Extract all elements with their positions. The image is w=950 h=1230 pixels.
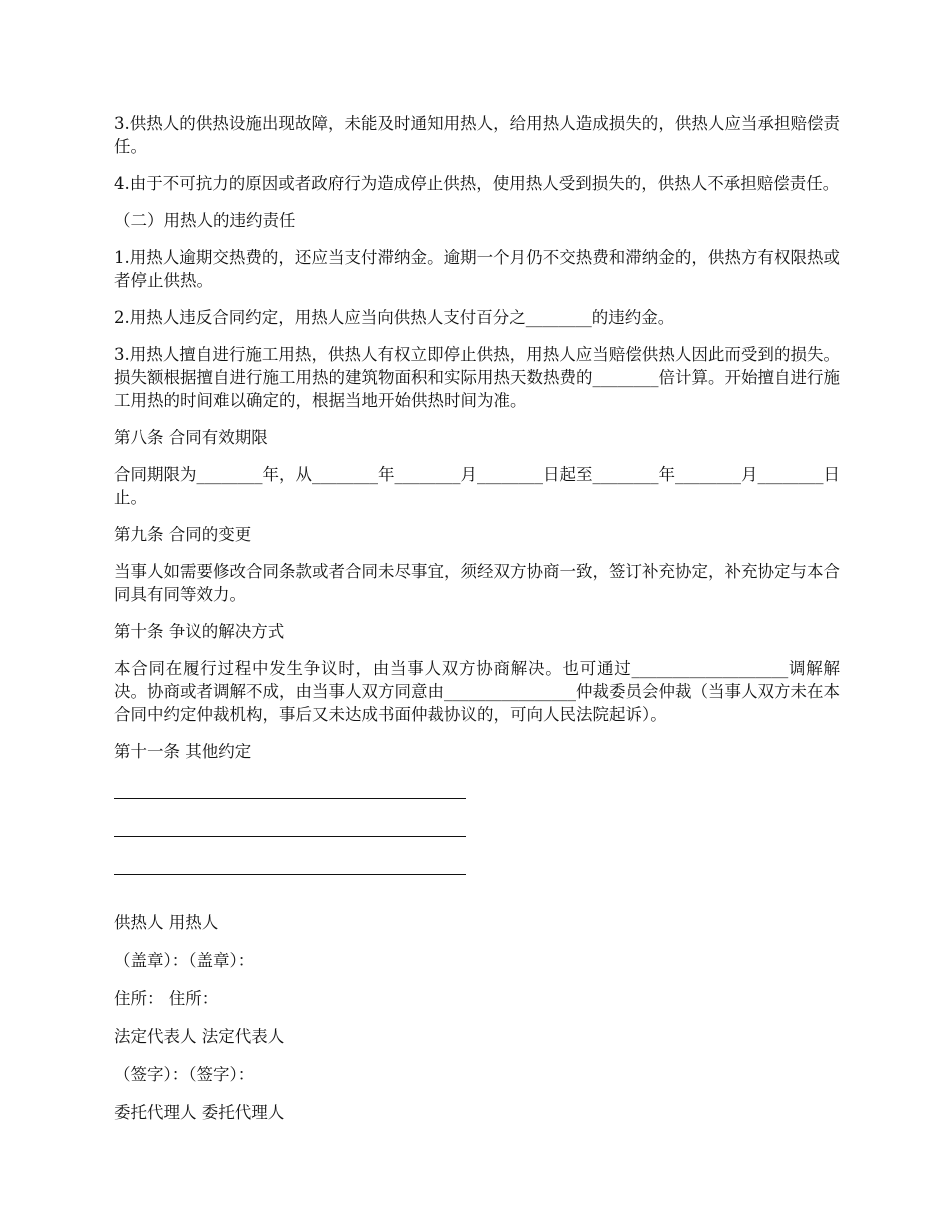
other-terms-blank-lines [114, 777, 840, 875]
article-8-heading: 第八条 合同有效期限 [114, 428, 268, 447]
contract-page [114, 112, 840, 1139]
signature-agent: 委托代理人 委托代理人 [114, 1103, 285, 1122]
signature-sign: （签字）：（签字）： [114, 1065, 255, 1084]
clause-unauthorized-construction-heating: 3.用热人擅自进行施工用热，供热人有权立即停止供热，用热人应当赔偿供热人因此而受到的损失。损失额根据擅自进行施工用热的建筑物面积和实际用热天数热费的________倍计算。开始擅自进行施工用热的时间难以确定的，根据当地开始供热时间为准。 [114, 345, 840, 410]
article-9-heading: 第九条 合同的变更 [114, 525, 252, 544]
clause-contract-term: 合同期限为________年，从________年________月________日起至________年________月________日止。 [114, 465, 840, 507]
article-11-heading: 第十一条 其他约定 [114, 742, 252, 761]
article-10-heading: 第十条 争议的解决方式 [114, 622, 285, 641]
blank-line [114, 797, 466, 799]
clause-late-payment: 1.用热人逾期交热费的，还应当支付滞纳金。逾期一个月仍不交热费和滞纳金的，供热方有权限热或者停止供热。 [114, 248, 840, 290]
signature-address: 住所： 住所： [114, 989, 219, 1008]
clause-contract-amendment: 当事人如需要修改合同条款或者合同未尽事宜，须经双方协商一致，签订补充协定，补充协定与本合同具有同等效力。 [114, 562, 840, 604]
blank-line [114, 835, 466, 837]
blank-line [114, 873, 466, 875]
signature-seal: （盖章）：（盖章）： [114, 951, 255, 970]
signature-legal-rep: 法定代表人 法定代表人 [114, 1027, 285, 1046]
clause-dispute-resolution: 本合同在履行过程中发生争议时，由当事人双方协商解决。也可通过___________________调解解决。协商或者调解不成，由当事人双方同意由________________仲裁委员会仲裁（当事人双方未在本合同中约定仲裁机构，事后又未达成书面仲裁协议的，可向人民法院起诉）。 [114, 659, 840, 724]
clause-breach-penalty: 2.用热人违反合同约定，用热人应当向供热人支付百分之________的违约金。 [114, 308, 675, 327]
clause-force-majeure: 4.由于不可抗力的原因或者政府行为造成停止供热，使用热人受到损失的，供热人不承担赔偿责任。 [114, 174, 840, 193]
section-user-liability-heading: （二）用热人的违约责任 [114, 211, 296, 230]
clause-supplier-facility-fault: 3.供热人的供热设施出现故障，未能及时通知用热人，给用热人造成损失的，供热人应当承担赔偿责任。 [114, 114, 840, 156]
signature-parties: 供热人 用热人 [114, 913, 219, 932]
